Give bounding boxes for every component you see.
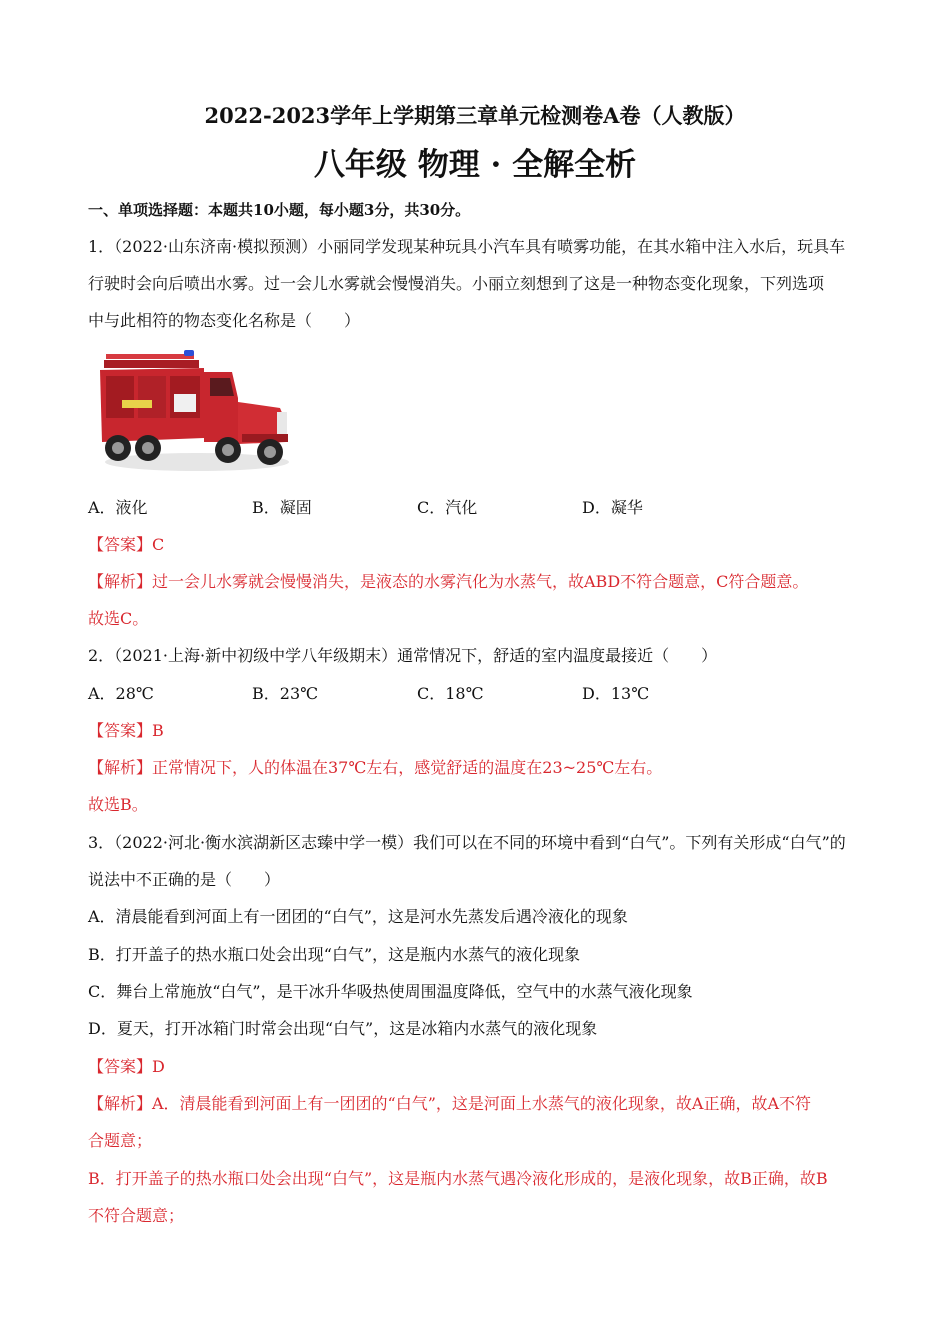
section-heading: 一、单项选择题：本题共10小题，每小题3分，共30分。: [88, 201, 471, 219]
q3-option-d: D．夏天，打开冰箱门时常会出现“白气”，这是冰箱内水蒸气的液化现象: [88, 1019, 598, 1038]
q3-analysis-a-line1: 【解析】A．清晨能看到河面上有一团团的“白气”，这是河面上水蒸气的液化现象，故A正确，故A不符: [88, 1094, 812, 1113]
q1-option-c: C．汽化: [417, 498, 478, 517]
q1-option-b: B．凝固: [252, 498, 312, 517]
q2-option-a: A．28℃: [88, 684, 154, 703]
q1-stem-line2: 行驶时会向后喷出水雾。过一会儿水雾就会慢慢消失。小丽立刻想到了这是一种物态变化现象，下列选项: [88, 274, 825, 293]
q3-analysis-a-line2: 合题意；: [88, 1131, 153, 1150]
q2-option-d: D．13℃: [582, 684, 650, 703]
q2-answer: 【答案】B: [88, 721, 164, 740]
q3-option-a: A．清晨能看到河面上有一团团的“白气”，这是河水先蒸发后遇冷液化的现象: [88, 907, 628, 926]
exam-title: 2022-2023学年上学期第三章单元检测卷A卷（人教版）: [204, 103, 746, 128]
q2-stem-line1: 2．（2021·上海·新中初级中学八年级期末）通常情况下，舒适的室内温度最接近（ ）: [88, 646, 718, 665]
q1-answer: 【答案】C: [88, 535, 165, 554]
q3-option-b: B．打开盖子的热水瓶口处会出现“白气”，这是瓶内水蒸气的液化现象: [88, 945, 581, 964]
q2-analysis: 【解析】正常情况下，人的体温在37℃左右，感觉舒适的温度在23~25℃左右。: [88, 758, 663, 777]
q2-option-c: C．18℃: [417, 684, 484, 703]
q3-option-c: C．舞台上常施放“白气”，是干冰升华吸热使周围温度降低，空气中的水蒸气液化现象: [88, 982, 693, 1001]
q2-option-b: B．23℃: [252, 684, 319, 703]
q1-stem-line1: 1．（2022·山东济南·模拟预测）小丽同学发现某种玩具小汽车具有喷雾功能，在其水箱中注入水后，玩具车: [88, 237, 846, 256]
q3-stem-line1: 3．（2022·河北·衡水滨湖新区志臻中学一模）我们可以在不同的环境中看到“白气”。下列有关形成“白气”的: [88, 833, 846, 852]
q1-analysis: 【解析】过一会儿水雾就会慢慢消失，是液态的水雾汽化为水蒸气，故ABD不符合题意，C符合题意。: [88, 572, 809, 591]
q1-option-a: A．液化: [88, 498, 148, 517]
q3-analysis-b-line1: B．打开盖子的热水瓶口处会出现“白气”，这是瓶内水蒸气遇冷液化形成的，是液化现象，故B正确，故B: [88, 1169, 828, 1188]
exam-subtitle: 八年级 物理 · 全解全析: [313, 147, 637, 183]
q3-answer: 【答案】D: [88, 1057, 165, 1076]
q1-stem-line3: 中与此相符的物态变化名称是（ ）: [88, 311, 361, 330]
q3-analysis-b-line2: 不符合题意；: [88, 1206, 185, 1225]
toy-fire-truck-image: [92, 350, 292, 475]
q1-conclusion: 故选C。: [88, 609, 149, 628]
q2-conclusion: 故选B。: [88, 795, 148, 814]
q1-option-d: D．凝华: [582, 498, 643, 517]
q3-stem-line2: 说法中不正确的是（ ）: [88, 870, 281, 889]
